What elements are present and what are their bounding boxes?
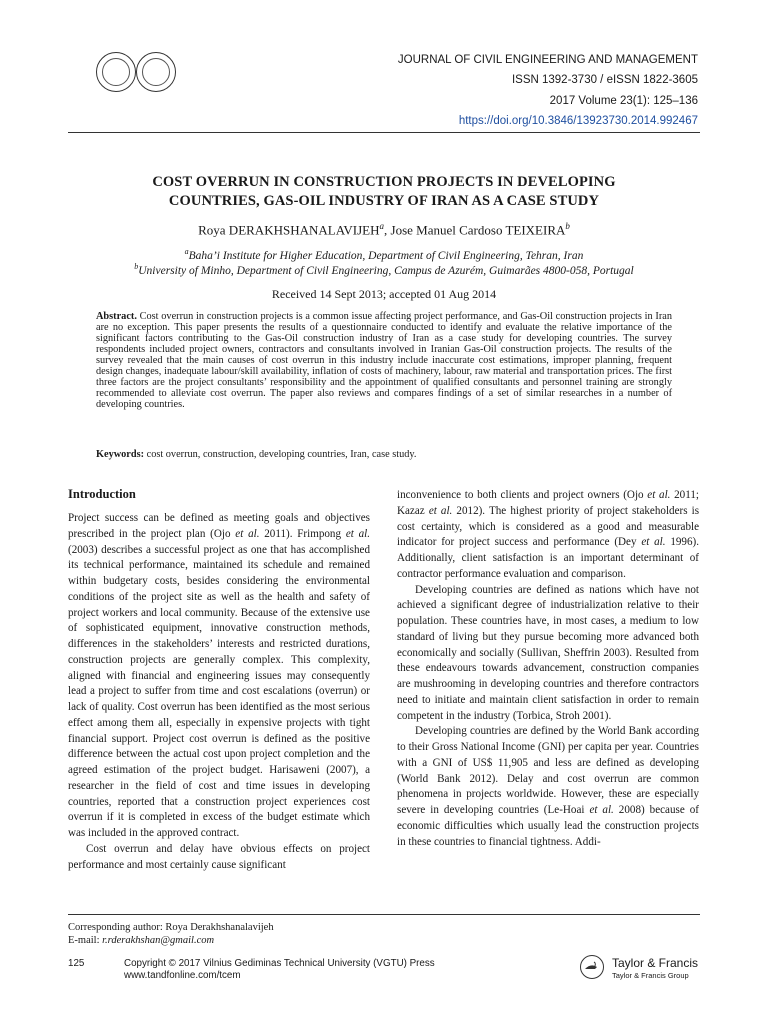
footnote-rule bbox=[68, 914, 700, 915]
text-run: inconvenience to both clients and project owners (Ojo bbox=[397, 489, 648, 501]
affiliation-b-mark: b bbox=[134, 262, 139, 271]
right-paragraph-2: Developing countries are defined as nations which have not achieved a significant degree of industrialization relative to their population. These countries have, in most cases, a medium to low standard of living but they pursue becoming more advanced both economically and socially (Sullivan, Sheffrin 2003). Resulted from these endeavours towards advancement, construction companies are mushrooming in developing countries and therefore contractors need to initiate and maintain client satisfaction in order to remain competent in the industry (Torbica, Stroh 2001). bbox=[397, 583, 699, 722]
left-paragraph-1 bbox=[68, 511, 370, 842]
university-seal-logo bbox=[96, 52, 136, 92]
title-line-2: COUNTRIES, GAS-OIL INDUSTRY OF IRAN AS A CASE STUDY bbox=[168, 193, 600, 209]
text-run-italic: et al. bbox=[345, 527, 370, 540]
text-run-italic: et al. bbox=[589, 804, 614, 816]
author-2-affiliation-mark: b bbox=[565, 221, 570, 231]
doi-link[interactable]: https://doi.org/10.3846/13923730.2014.992467 bbox=[458, 115, 698, 127]
publisher-group: Taylor & Francis Group bbox=[612, 971, 689, 980]
email-label: E-mail: bbox=[68, 935, 103, 946]
corresponding-author: Corresponding author: Roya Derakhshanalavijeh bbox=[68, 922, 274, 933]
author-1-affiliation-mark: a bbox=[379, 221, 385, 231]
publisher-name: Taylor & Francis bbox=[612, 956, 699, 970]
text-run-italic: et al. bbox=[235, 527, 260, 540]
page-number: 125 bbox=[68, 958, 85, 969]
abstract bbox=[96, 311, 672, 410]
left-paragraph-2: Cost overrun and delay have obvious effects on project performance and most certainly cause significant bbox=[68, 842, 370, 871]
right-paragraph-3 bbox=[397, 724, 699, 850]
section-heading-introduction: Introduction bbox=[68, 487, 136, 501]
issn: ISSN 1392-3730 / eISSN 1822-3605 bbox=[511, 74, 698, 86]
text-run: Developing countries are defined by the World Bank according to their Gross National Income (GNI) per capita per year. Countries with a GNI of US$ 11,905 and less are defined as developing (World Bank 2012). Delay and cost overrun are common phenomena in projects worldwide. However, these are especially severe in developing countries (Le-Hoai bbox=[397, 725, 699, 816]
author-2: Jose Manuel Cardoso TEIXEIRA bbox=[390, 222, 566, 238]
text-run: (2003) describes a successful project as one that has accomplished its technical performance, maintained its schedule and remained within budgetary costs, besides considering the environmental conditions of the project site as well as the health and safety of project workers and local community. Because of the extensive use of sophisticated equipment, innovative construction methods, differences in the stakeholders’ interests and restricted durations, construction projects are generally complex. This complexity, aligned with financial and engineering issues may consequently lead a project to suffer from time and cost escalations (overrun) or lack of quality. Cost overrun has been identified as the most serious effect among them all, especially in expensive projects with tight financial support. Project cost overrun is defined as the positive difference between the actual cost upon project completion and the agreed estimation of the project budget. Harisaweni (2007), a researcher in the field of cost and time issues in developing countries, reported that a construction project experiences cost overrun if it is completed in excess of the budget estimate which was included in the approved contract. bbox=[68, 543, 370, 839]
affiliation-a bbox=[68, 247, 700, 262]
affiliation-b-text: University of Minho, Department of Civil Engineering, Campus de Azurém, Guimarães 4800-058, Portugal bbox=[138, 264, 634, 277]
affiliation-a-text: Baha’i Institute for Higher Education, Department of Civil Engineering, Tehran, Iran bbox=[188, 249, 584, 262]
lamp-icon bbox=[580, 955, 602, 977]
affiliation-a-mark: a bbox=[184, 247, 189, 256]
affiliation-b bbox=[68, 262, 700, 277]
volume-info: 2017 Volume 23(1): 125–136 bbox=[549, 95, 698, 107]
abstract-label: Abstract. bbox=[96, 311, 137, 322]
email-line bbox=[68, 934, 274, 947]
footnote bbox=[68, 921, 274, 947]
received-dates: Received 14 Sept 2013; accepted 01 Aug 2014 bbox=[271, 287, 497, 301]
title-line-1: COST OVERRUN IN CONSTRUCTION PROJECTS IN DEVELOPING bbox=[152, 174, 616, 190]
paper-title bbox=[68, 173, 700, 211]
abstract-text: Cost overrun in construction projects is a common issue affecting project performance, and Gas-Oil construction projects in Iran are no exception. This paper presents the results of a questionnaire conducted to identify and evaluate the relative importance of the significant factors contributing to the Gas-Oil construction industry of Iran as a case study for developing countries. The survey respondents included project owners, contractors and consultants involved in Iranian Gas-Oil construction projects. The results of the survey revealed that the main causes of cost overrun in this industry include inaccurate cost estimations, improper planning, frequent design changes, inadequate labour/skill availability, inflation of costs of machinery, labour, raw material and transportation prices. The first three factors are the project consultants’ responsibility and the appointment of qualified consultants and personnel training are strongly recommended to alleviate cost overrun. The paper also reviews and compares findings of a set of similar researches in a number of developing countries. bbox=[96, 311, 672, 411]
text-run-italic: et al. bbox=[647, 489, 671, 501]
text-run: Project success can be defined as meeting goals and objectives prescribed in the project plan (Ojo bbox=[68, 512, 370, 540]
text-run-italic: et al. bbox=[428, 504, 453, 517]
journal-name: JOURNAL OF CIVIL ENGINEERING AND MANAGEMENT bbox=[397, 54, 698, 66]
keywords bbox=[96, 449, 672, 460]
text-run-italic: et al. bbox=[641, 536, 666, 549]
text-run: 1996). Additionally, client satisfaction is an important determinant of contractor performance evaluation and comparison. bbox=[397, 536, 699, 580]
right-paragraph-1 bbox=[397, 488, 699, 583]
taylor-francis-icon bbox=[580, 955, 604, 979]
text-run: 2012). The highest priority of project stakeholders is cost certainty, which is considered as a good and measurable indicator for project success and performance (Dey bbox=[397, 504, 700, 549]
header-rule bbox=[68, 132, 700, 133]
email-link[interactable]: r.rderakhshan@gmail.com bbox=[102, 935, 215, 946]
keywords-text: cost overrun, construction, developing countries, Iran, case study. bbox=[144, 449, 417, 460]
author-1: Roya DERAKHSHANALAVIJEH bbox=[198, 222, 380, 238]
text-run: 2011). Frimpong bbox=[259, 527, 346, 540]
right-column bbox=[397, 488, 699, 850]
left-column bbox=[68, 511, 370, 873]
publisher-website[interactable]: www.tandfonline.com/tcem bbox=[124, 970, 241, 981]
text-run: 2008) because of economic difficulties which usually lead the construction projects in these countries to financial tightness. Addi- bbox=[397, 804, 699, 848]
publisher-logo bbox=[580, 955, 702, 985]
copyright: Copyright © 2017 Vilnius Gediminas Technical University (VGTU) Press bbox=[124, 958, 435, 969]
keywords-label: Keywords: bbox=[96, 449, 145, 460]
author-separator: , bbox=[384, 222, 391, 238]
bell-seal-logo bbox=[136, 52, 176, 92]
author-list bbox=[68, 221, 700, 238]
text-run: 2011; Kazaz bbox=[397, 489, 699, 517]
